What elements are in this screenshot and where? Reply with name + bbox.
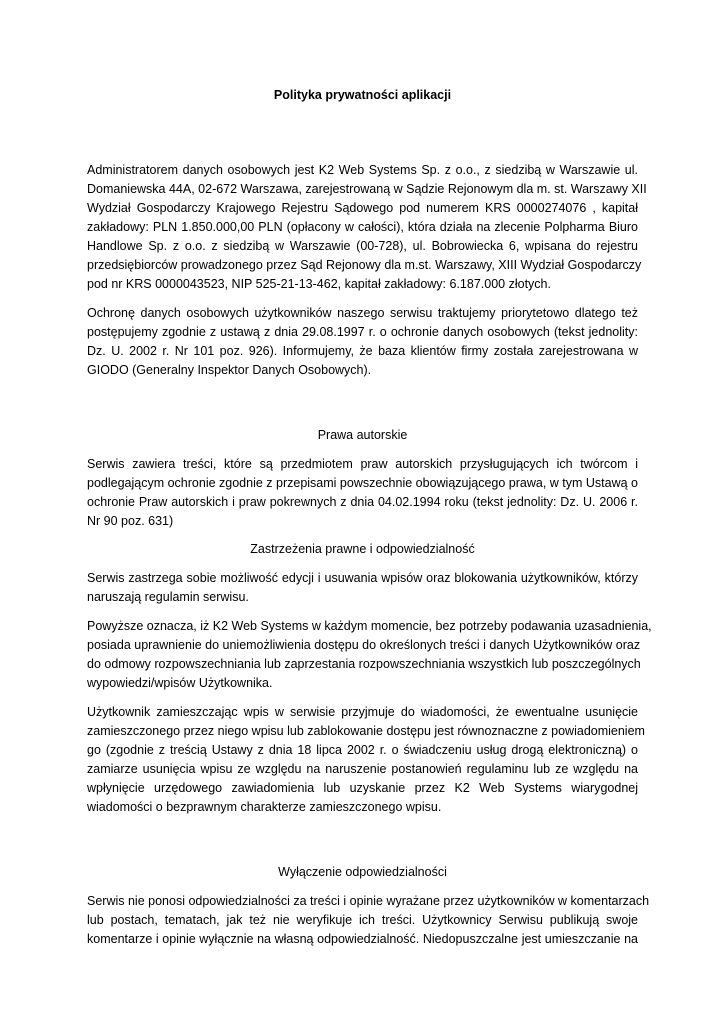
paragraph-line: Handlowe Sp. z o.o. z siedzibą w Warszawie (00-728), ul. Bobrowiecka 6, wpisana do rejestru bbox=[87, 239, 638, 253]
document-content bbox=[87, 86, 652, 949]
paragraph-line: przedsiębiorców prowadzonego przez Sąd Rejonowy dla m.st. Warszawy, XIII Wydział Gospodarczy bbox=[87, 258, 642, 272]
paragraph-line: wiadomości o bezprawnym charakterze zamieszczonego wpisu. bbox=[87, 800, 442, 814]
paragraph-line: Wydział Gospodarczy Krajowego Rejestru Sądowego pod numerem KRS 0000274076 , kapitał bbox=[87, 201, 638, 215]
paragraph-line: komentarze i opinie wyłącznie na własną odpowiedzialność. Niedopuszczalne jest umieszczanie na bbox=[87, 932, 638, 946]
paragraph-line: go (zgodnie z treścią Ustawy z dnia 18 lipca 2002 r. o świadczeniu usług drogą elektroniczną) o bbox=[87, 743, 638, 757]
paragraph-line: wypowiedzi/wpisów Użytkownika. bbox=[87, 676, 273, 690]
paragraph-line: zamiarze usunięcia wpisu ze względu na naruszenie postanowień regulaminu lub ze względu na bbox=[87, 762, 638, 776]
paragraph-line: postępujemy zgodnie z ustawą z dnia 29.08.1997 r. o ochronie danych osobowych (tekst jednolity: bbox=[87, 325, 638, 339]
paragraph-line: ochronie Praw autorskich i praw pokrewnych z dnia 04.02.1994 roku (tekst jednolity: Dz. U. 2006 r. bbox=[87, 495, 638, 509]
copyright-paragraph bbox=[87, 455, 638, 531]
paragraph-line: GIODO (Generalny Inspektor Danych Osobowych). bbox=[87, 363, 372, 377]
intro-paragraph-administrator bbox=[87, 161, 647, 294]
disclaimer-paragraph bbox=[87, 892, 650, 949]
paragraph-line: zamieszczonego przez niego wpisu lub zablokowanie dostępu jest równoznaczne z powiadomieniem bbox=[87, 724, 645, 738]
legal-paragraph-user-notice bbox=[87, 703, 645, 817]
paragraph-line: Nr 90 poz. 631) bbox=[87, 514, 174, 528]
paragraph-line: pod nr KRS 0000043523, NIP 525-21-13-462, kapitał zakładowy: 6.187.000 złotych. bbox=[87, 277, 551, 291]
document-title: Polityka prywatności aplikacji bbox=[273, 88, 452, 102]
paragraph-line: naruszają regulamin serwisu. bbox=[87, 590, 249, 604]
paragraph-line: Ochronę danych osobowych użytkowników naszego serwisu traktujemy priorytetowo dlatego też bbox=[87, 306, 638, 320]
paragraph-line: Serwis zawiera treści, które są przedmiotem praw autorskich przysługujących ich twórcom i bbox=[87, 457, 638, 471]
paragraph-line: zakładowy: PLN 1.850.000,00 PLN (opłacony w całości), która działa na zlecenie Polpharma Biuro bbox=[87, 220, 638, 234]
paragraph-line: Dz. U. 2002 r. Nr 101 poz. 926). Informujemy, że baza klientów firmy została zarejestrowana w bbox=[87, 344, 638, 358]
section-heading-copyright: Prawa autorskie bbox=[317, 428, 408, 442]
paragraph-line: do odmowy rozpowszechniania lub zaprzestania rozpowszechniania wszystkich lub poszczególnych bbox=[87, 657, 641, 671]
spacer bbox=[87, 105, 638, 143]
paragraph-line: Administratorem danych osobowych jest K2 Web Systems Sp. z o.o., z siedzibą w Warszawie ul. bbox=[87, 163, 638, 177]
paragraph-line: Użytkownik zamieszczając wpis w serwisie przyjmuje do wiadomości, że ewentualne usunięcie bbox=[87, 705, 638, 719]
paragraph-line: Serwis zastrzega sobie możliwość edycji i usuwania wpisów oraz blokowania użytkowników, którzy bbox=[87, 571, 638, 585]
section-heading-legal: Zastrzeżenia prawne i odpowiedzialność bbox=[250, 542, 475, 556]
paragraph-line: podlegającym ochronie zgodnie z przepisami powszechnie obowiązującego prawa, w tym Ustawą o bbox=[87, 476, 638, 490]
legal-paragraph-rights bbox=[87, 617, 652, 693]
paragraph-line: lub postach, tematach, jak też nie weryfikuje ich treści. Użytkownicy Serwisu publikują swoje bbox=[87, 913, 638, 927]
intro-paragraph-data-protection bbox=[87, 304, 638, 380]
paragraph-line: Domaniewska 44A, 02-672 Warszawa, zarejestrowaną w Sądzie Rejonowym dla m. st. Warszawy XII bbox=[87, 182, 647, 196]
paragraph-line: Powyższe oznacza, iż K2 Web Systems w każdym momencie, bez potrzeby podawania uzasadnienia, bbox=[87, 619, 652, 633]
section-heading-disclaimer: Wyłączenie odpowiedzialności bbox=[278, 865, 447, 879]
paragraph-line: Serwis nie ponosi odpowiedzialności za treści i opinie wyrażane przez użytkowników w komentarzach bbox=[87, 894, 650, 908]
paragraph-line: wpłynięcie urzędowego zawiadomienia lub uzyskanie przez K2 Web Systems wiarygodnej bbox=[87, 781, 638, 795]
legal-paragraph-moderation bbox=[87, 569, 638, 607]
paragraph-line: posiada uprawnienie do uniemożliwienia dostępu do określonych treści i danych Użytkowników oraz bbox=[87, 638, 641, 652]
